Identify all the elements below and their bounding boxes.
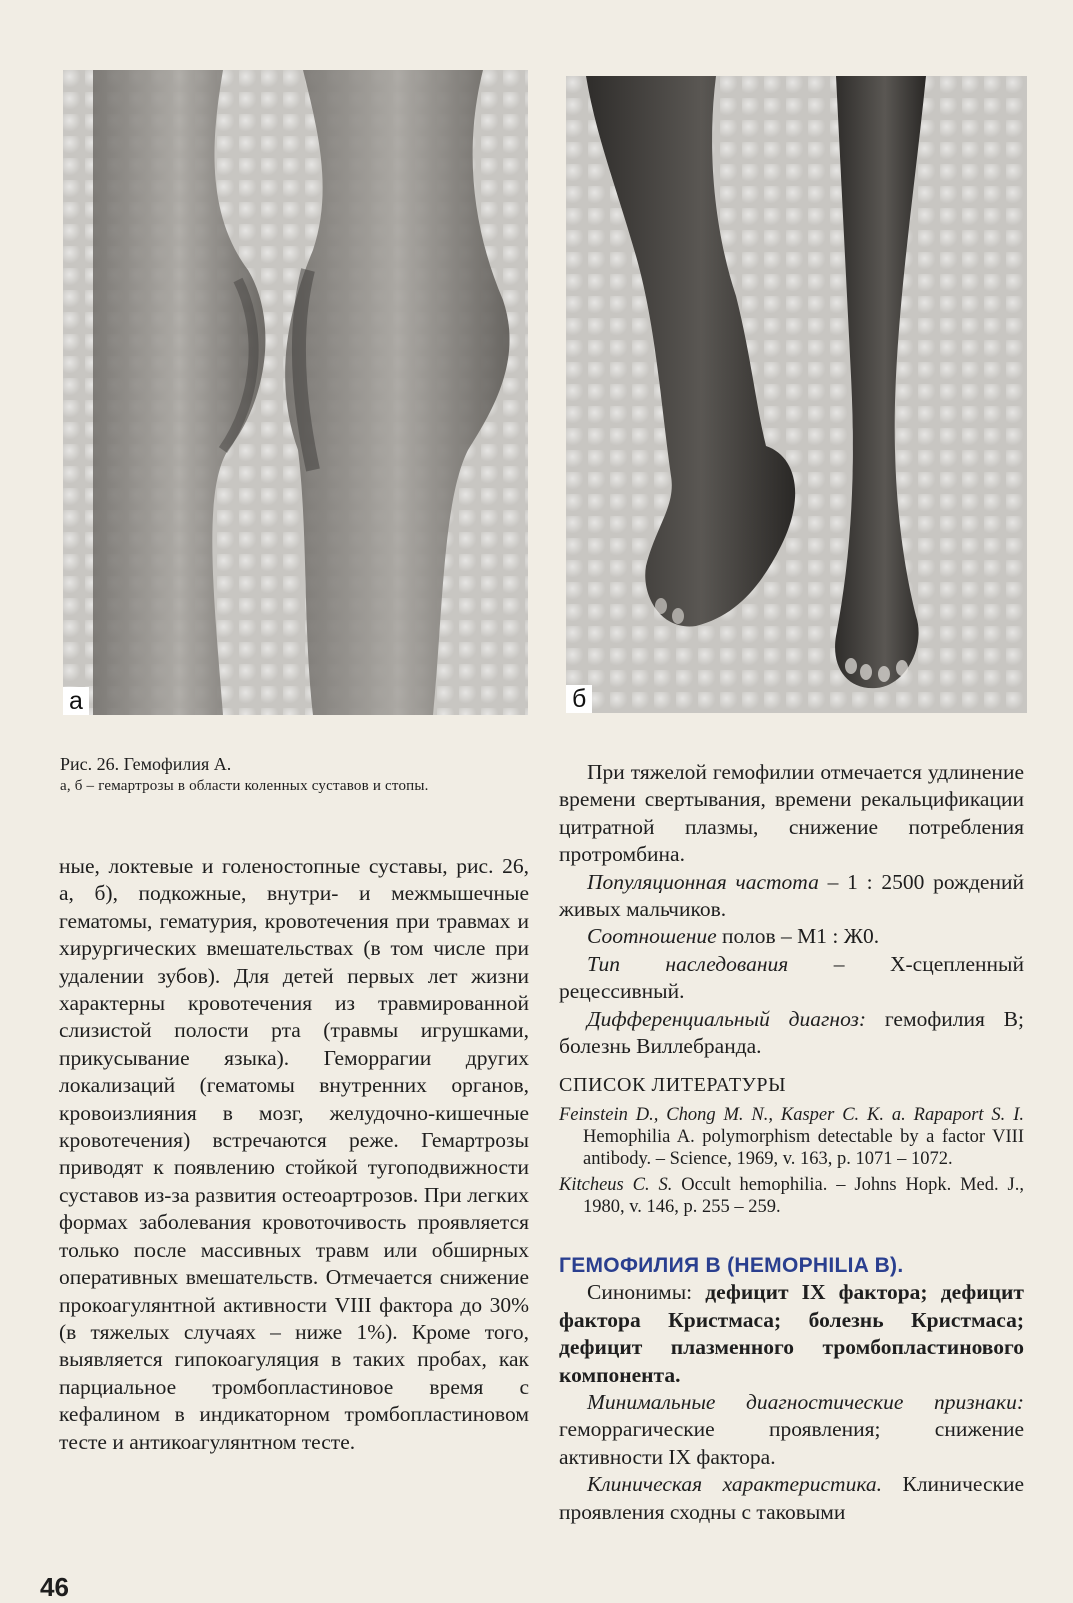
- caption-text: а, б – гемартрозы в области коленных суставов и стопы.: [60, 778, 429, 794]
- reference-text: Hemophilia A. polymorphism detectable by a factor VIII antibody. – Science, 1969, v. 163, p. 1071 – 1072.: [583, 1126, 1024, 1169]
- population-frequency: [559, 869, 1024, 924]
- reference-authors: Kitcheus C. S.: [559, 1174, 673, 1195]
- knees-illustration: [63, 70, 528, 715]
- clinical-characteristics-value: Клинические проявления сходны с таковыми: [559, 1472, 1024, 1524]
- reference-item: [559, 1174, 1024, 1218]
- minimal-diagnostic-signs-label: Минимальные диагностические признаки:: [587, 1389, 1024, 1414]
- differential-diagnosis-label: Дифференциальный диагноз:: [587, 1006, 867, 1031]
- reference-item: [559, 1104, 1024, 1170]
- population-frequency-value: – 1 : 2500 рождений живых мальчиков.: [559, 869, 1024, 922]
- caption-title: Рис. 26. Гемофилия А.: [60, 754, 232, 774]
- differential-diagnosis-value: гемофилия В; болезнь Виллебранда.: [559, 1006, 1024, 1059]
- section-heading-hemophilia-b: ГЕМОФИЛИЯ В (HEMOPHILIA B).: [559, 1253, 904, 1277]
- inheritance-type: [559, 951, 1024, 1006]
- severe-hemophilia-paragraph: При тяжелой гемофилии отмечается удлинение времени свертывания, времени рекальцификации цитратной плазмы, снижение потребления протромбина.: [559, 760, 1024, 867]
- left-column: [59, 853, 529, 1456]
- page-number: 46: [40, 1572, 69, 1602]
- reference-authors: Feinstein D., Chong M. N., Kasper C. K. a. Rapaport S. I.: [559, 1104, 1024, 1125]
- photo-knees: [63, 70, 528, 715]
- feet-illustration: [566, 76, 1027, 713]
- sex-ratio-value: полов – М1 : Ж0.: [716, 924, 880, 949]
- left-paragraph: ные, локтевые и голеностопные суставы, рис. 26, а, б), подкожные, внутри- и межмышечные гематомы, гематурия, кровотечения при травмах и хирургических вмешательствах (в том числе при удалении зубов). Для детей первых лет жизни характерны кровотечения из травмированной слизистой полости рта (травмы игрушками, прикусывание языка). Геморрагии других локализаций (гематомы внутренних органов, кровоизлияния в мозг, желудочно-кишечные кровотечения) встречаются реже. Гемартрозы приводят к появлению стойкой тугоподвижности суставов из-за развития остеоартрозов. При легких формах заболевания кровоточивость проявляется только после массивных травм или обширных оперативных вмешательств. Отмечается снижение прокоагулянтной активности VIII фактора до 30% (в тяжелых случаях – ниже 1%). Кроме того, выявляется гипокоагуляция в таких пробах, как парциальное тромбопластиновое время с кефалином в индикаторном тромбопластиновом тесте и антикоагулянтном тесте.: [59, 854, 529, 1454]
- right-column: [559, 759, 1024, 1526]
- population-frequency-label: Популяционная частота: [587, 869, 819, 894]
- synonyms-label: Синонимы:: [587, 1280, 693, 1305]
- reference-text: Occult hemophilia. – Johns Hopk. Med. J., 1980, v. 146, p. 255 – 259.: [583, 1174, 1024, 1217]
- photo-feet: [566, 76, 1027, 713]
- inheritance-type-value: – Х-сцепленный рецессивный.: [559, 951, 1024, 1004]
- minimal-diagnostic-signs: [559, 1389, 1024, 1471]
- bibliography-title: СПИСОК ЛИТЕРАТУРЫ: [559, 1074, 787, 1097]
- clinical-characteristics-label: Клиническая характеристика.: [587, 1472, 882, 1497]
- sex-ratio-label: Соотношение: [587, 924, 717, 949]
- synonyms: [559, 1279, 1024, 1389]
- clinical-characteristics: [559, 1471, 1024, 1526]
- synonyms-value: дефицит IX фактора; дефицит фактора Кристмаса; болезнь Кристмаса; дефицит плазменного тромбопластинового компонента.: [559, 1280, 1024, 1387]
- minimal-diagnostic-signs-value: геморрагические проявления; снижение активности IX фактора.: [559, 1417, 1024, 1469]
- inheritance-type-label: Тип наследования: [587, 951, 789, 976]
- differential-diagnosis: [559, 1006, 1024, 1061]
- photo-label-a: а: [63, 687, 89, 715]
- photo-label-b: б: [566, 685, 592, 713]
- sex-ratio: [559, 923, 1024, 950]
- figure-caption: [60, 752, 530, 795]
